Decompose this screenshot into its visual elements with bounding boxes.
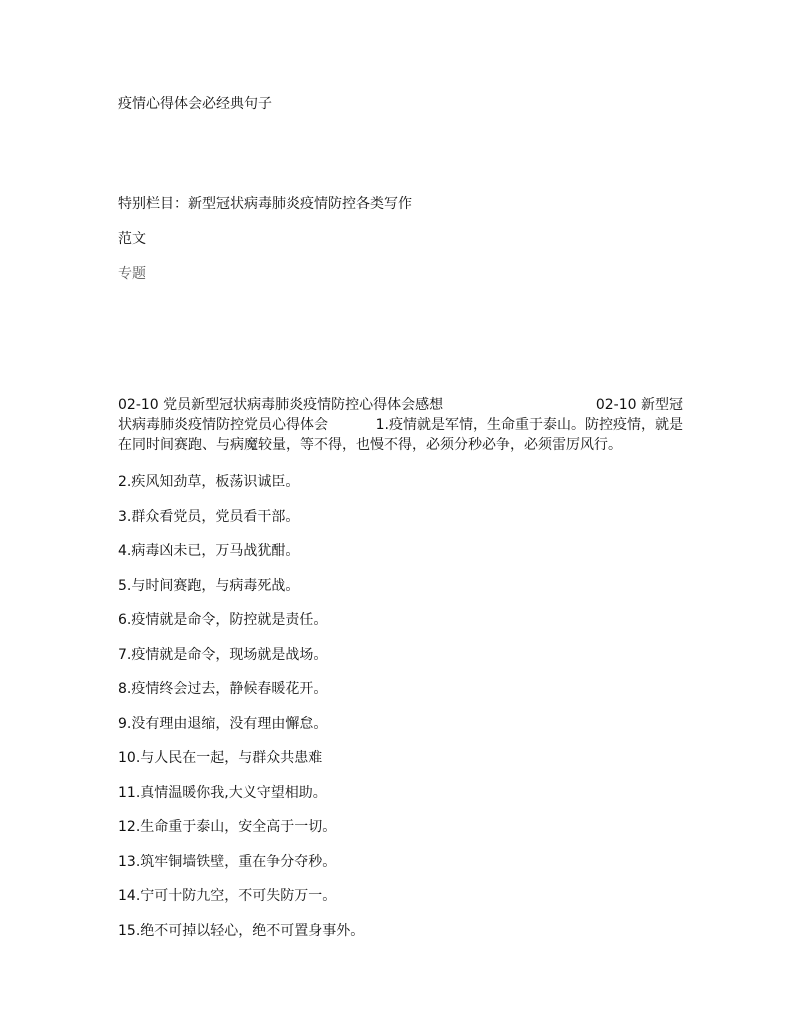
list-item: 4.病毒凶未已，万马战犹酣。 <box>118 543 300 559</box>
list-item: 11.真情温暖你我,大义守望相助。 <box>118 784 327 801</box>
sentence-list <box>118 472 718 955</box>
list-item: 14.宁可十防九空，不可失防万一。 <box>118 888 337 904</box>
list-item: 13.筑牢铜墙铁壁，重在争分夺秒。 <box>118 853 337 870</box>
paragraph-text: 在同时间赛跑、与病魔较量，等不得，也慢不得，必须分秒必争，必须雷厉风行。 <box>118 437 622 453</box>
list-item: 8.疫情终会过去，静候春暖花开。 <box>118 681 328 697</box>
paragraph-text: 1.疫情就是军情，生命重于泰山。防控疫情，就是 <box>375 417 683 433</box>
list-item: 12.生命重于泰山，安全高于一切。 <box>118 819 337 835</box>
paragraph-line <box>118 395 683 415</box>
list-item: 10.与人民在一起，与群众共患难 <box>118 750 323 766</box>
paragraph-text: 02-10 党员新型冠状病毒肺炎疫情防控心得体会感想 <box>118 397 444 413</box>
paragraph-line <box>118 415 683 435</box>
list-item: 5.与时间赛跑，与病毒死战。 <box>118 577 300 594</box>
list-item: 7.疫情就是命令，现场就是战场。 <box>118 646 328 663</box>
list-item: 9.没有理由退缩，没有理由懈怠。 <box>118 715 328 732</box>
doc-fanwen: 范文 <box>118 231 146 247</box>
intro-paragraph <box>118 395 683 455</box>
paragraph-line <box>118 435 683 455</box>
doc-zhuanti: 专题 <box>118 266 146 282</box>
paragraph-text: 状病毒肺炎疫情防控党员心得体会 <box>118 417 328 433</box>
list-item: 3.群众看党员，党员看干部。 <box>118 508 300 525</box>
paragraph-text: 02-10 新型冠 <box>595 397 683 413</box>
doc-subtitle: 特别栏目：新型冠状病毒肺炎疫情防控各类写作 <box>118 196 412 212</box>
doc-title: 疫情心得体会必经典句子 <box>118 96 272 112</box>
list-item: 2.疾风知劲草，板荡识诚臣。 <box>118 474 300 490</box>
list-item: 15.绝不可掉以轻心，绝不可置身事外。 <box>118 922 365 939</box>
list-item: 6.疫情就是命令，防控就是责任。 <box>118 612 328 628</box>
